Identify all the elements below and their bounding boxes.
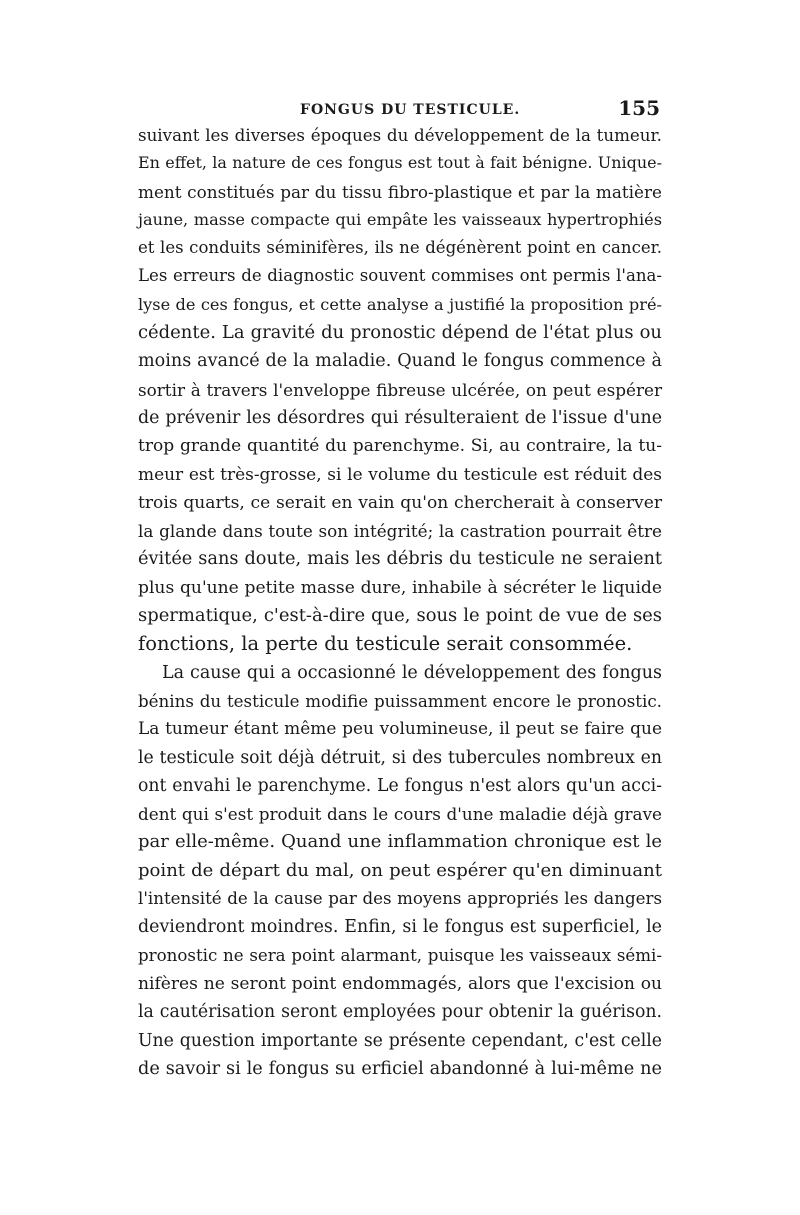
text-line: moins avancé de la maladie. Quand le fongus commence à [138, 351, 662, 372]
text-line: évitée sans doute, mais les débris du testicule ne seraient [138, 549, 662, 570]
text-line: fonctions, la perte du testicule serait consommée. [138, 632, 633, 656]
text-line: par elle-même. Quand une inflammation chronique est le [138, 831, 662, 853]
text-line: point de départ du mal, on peut espérer qu'en diminuant [138, 859, 662, 881]
text-line: de prévenir les désordres qui résulteraient de l'issue d'une [138, 407, 662, 428]
text-line: meur est très-grosse, si le volume du testicule est réduit des [138, 464, 662, 485]
text-line: En effet, la nature de ces fongus est tout à fait bénigne. Unique- [138, 153, 662, 173]
text-line: ment constitués par du tissu fibro-plastique et par la matière [138, 181, 662, 202]
text-line: et les conduits séminifères, ils ne dégénèrent point en cancer. [138, 238, 662, 258]
text-line: lyse de ces fongus, et cette analyse a justifié la proposition pré- [138, 294, 662, 314]
text-line: ont envahi le parenchyme. Le fongus n'est alors qu'un acci- [138, 775, 662, 796]
text-line: Les erreurs de diagnostic souvent commises ont permis l'ana- [138, 266, 662, 286]
text-line: l'intensité de la cause par des moyens appropriés les dangers [138, 889, 662, 909]
paragraph-1 [138, 121, 662, 659]
text-line: trop grande quantité du parenchyme. Si, au contraire, la tu- [138, 436, 662, 457]
page-number: 155 [618, 96, 660, 120]
text-line: pronostic ne sera point alarmant, puisque les vaisseaux sémi- [138, 945, 662, 965]
paragraph-2 [138, 659, 662, 1083]
text-line: cédente. La gravité du pronostic dépend de l'état plus ou [138, 322, 662, 344]
text-line: bénins du testicule modifie puissamment encore le pronostic. [138, 690, 662, 711]
text-line: la cautérisation seront employées pour obtenir la guérison. [138, 1002, 662, 1023]
text-line: Une question importante se présente cependant, c'est celle [138, 1030, 662, 1051]
text-line: spermatique, c'est-à-dire que, sous le point de vue de ses [138, 605, 662, 627]
running-title: FONGUS DU TESTICULE. [300, 102, 521, 118]
text-line: la glande dans toute son intégrité; la castration pourrait être [138, 521, 662, 542]
body-text [138, 121, 662, 1083]
text-line: trois quarts, ce serait en vain qu'on chercherait à conserver [138, 492, 662, 513]
text-line: La tumeur étant même peu volumineuse, il peut se faire que [138, 719, 662, 740]
text-line: suivant les diverses époques du développement de la tumeur. [138, 125, 662, 145]
text-line: sortir à travers l'enveloppe fibreuse ulcérée, on peut espérer [138, 379, 662, 400]
text-line: dent qui s'est produit dans le cours d'une maladie déjà grave [138, 804, 662, 825]
text-line: deviendront moindres. Enfin, si le fongus est superficiel, le [138, 917, 662, 938]
text-line: La cause qui a occasionné le développement des fongus [162, 662, 662, 683]
text-line: le testicule soit déjà détruit, si des tubercules nombreux en [138, 747, 662, 768]
text-line: de savoir si le fongus su erficiel abandonné à lui-même ne [138, 1058, 662, 1079]
text-line: jaune, masse compacte qui empâte les vaisseaux hypertrophiés [138, 209, 662, 229]
text-line: nifères ne seront point endommagés, alors que l'excision ou [138, 973, 662, 994]
text-line: plus qu'une petite masse dure, inhabile à sécréter le liquide [138, 577, 662, 598]
